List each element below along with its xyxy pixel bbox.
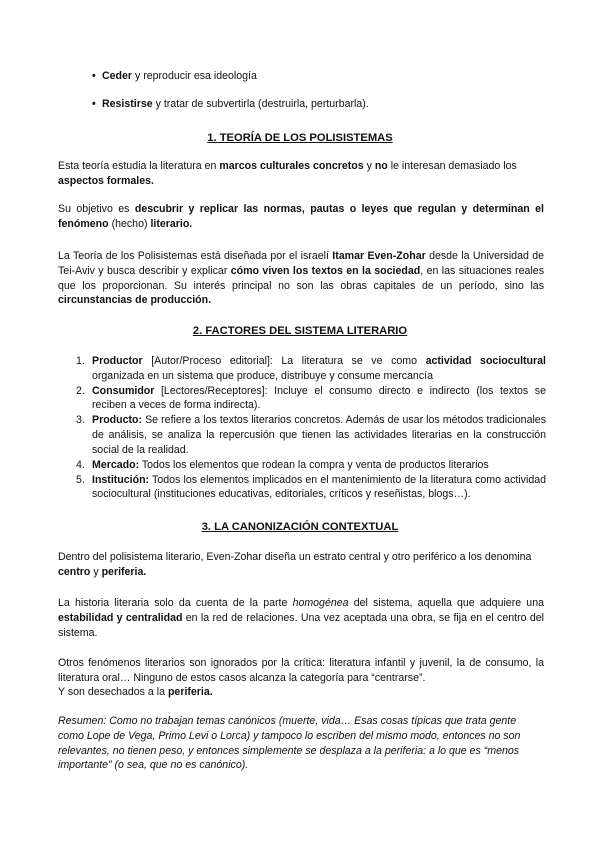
list-item-institucion: 5. Institución: Todos los elementos implicados en el mantenimiento de la literatura como actividad sociocultural (instituciones educativas, editoriales, críticos y reseñistas, blogs…). [76,473,546,501]
bullet-item-ceder: • Ceder y reproducir esa ideología [92,70,257,82]
paragraph-resumen: Resumen: Como no trabajan temas canónicos (muerte, vida… Esas cosas típicas que trata gente como Lope de Vega, Primo Levi o Lorca) y tampoco lo escriben del mismo modo, entonces no son relevantes, no tienen peso, y entonces simplemente se desplaza a la periferia: a lo que es “menos importante” (o sea, que no es canónico). [58,715,521,772]
paragraph-objetivo: Su objetivo es descubrir y replicar las normas, pautas o leyes que regulan y determinan el fenómeno (hecho) literario. [58,203,544,230]
paragraph-centro-periferia: Dentro del polisistema literario, Even-Zohar diseña un estrato central y otro periférico a los denomina centro y periferia. [58,551,532,578]
paragraph-desechados: Y son desechados a la periferia. [58,686,213,698]
list-item-producto: 3. Producto: Se refiere a los textos literarios concretos. Además de usar los métodos tradicionales de análisis, se analiza la repercusión que tienen las actividades literarias en la construcción social de la realidad. [76,414,546,456]
list-item-productor: 1. Productor [Autor/Proceso editorial]: La literatura se ve como actividad sociocultural organizada en un sistema que produce, distribuye y consume mercancía [76,355,546,382]
list-item-consumidor: 2. Consumidor [Lectores/Receptores]: Incluye el consumo directo e indirecto (los textos se reciben a veces de forma indirecta). [76,384,546,412]
section-title-canonizacion: 3. LA CANONIZACIÓN CONTEXTUAL [201,521,399,533]
bullet-item-resistirse: • Resistirse y tratar de subvertirla (destruirla, perturbarla). [92,98,369,110]
section-title-polisistemas: 1. TEORÍA DE LOS POLISISTEMAS [207,132,393,144]
list-item-mercado: 4. Mercado: Todos los elementos que rodean la compra y venta de productos literarios [76,458,489,471]
paragraph-teoria-intro: Esta teoría estudia la literatura en marcos culturales concretos y no le interesan demasiado los aspectos formales. [58,160,517,187]
factores-list [76,354,546,502]
paragraph-historia-literaria: La historia literaria solo da cuenta de la parte homogénea del sistema, aquella que adquiere una estabilidad y centralidad en la red de relaciones. Una vez aceptada una obra, se fija en el centro del sistema. [58,597,544,639]
section-title-factores: 2. FACTORES DEL SISTEMA LITERARIO [192,325,408,337]
paragraph-otros-fenomenos: Otros fenómenos literarios son ignorados por la crítica: literatura infantil y juvenil, la de consumo, la literatura oral… Ninguno de estos casos alcanza la categoría para “centrarse”. [58,657,544,684]
bullet-icon: • [92,98,96,110]
paragraph-even-zohar: La Teoría de los Polisistemas está diseñada por el israelí Itamar Even-Zohar desde la Universidad de Tei-Aviv y busca describir y explicar cómo viven los textos en la sociedad, en las situaciones reales que los proporcionan. Su interés principal no son las obras capitales de un período, sino las circunstancias de producción. [58,250,544,307]
bullet-icon: • [92,70,96,82]
